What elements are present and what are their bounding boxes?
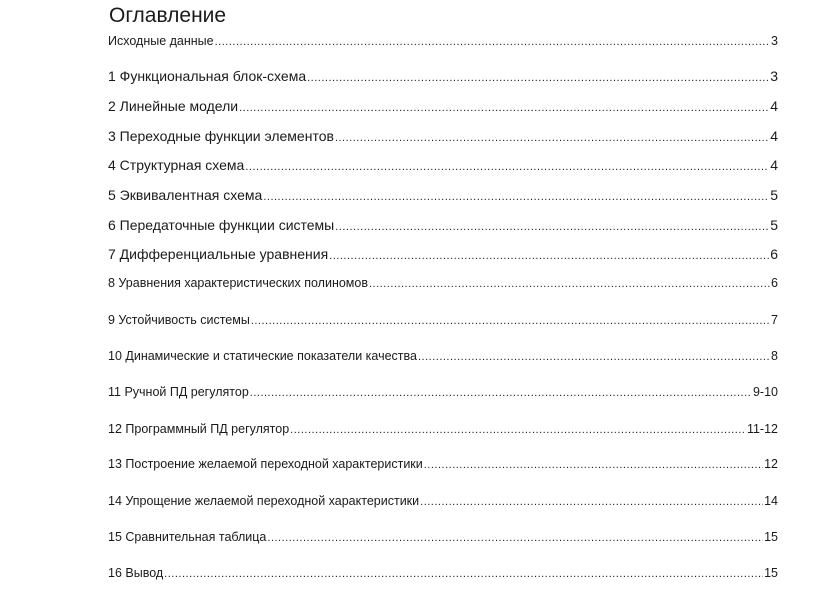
toc-title: Оглавление [109, 4, 227, 27]
toc-entry-label: Исходные данные [108, 34, 214, 48]
toc-entry-page: 4 [770, 98, 778, 114]
toc-entry[interactable] [108, 491, 778, 511]
toc-entry[interactable] [108, 126, 778, 146]
toc-entry[interactable] [108, 273, 778, 293]
toc-dot-leader [420, 491, 763, 511]
toc-entry[interactable] [108, 527, 778, 547]
toc-entry[interactable] [108, 563, 778, 583]
toc-entry-label: 2 Линейные модели [108, 98, 239, 114]
toc-entry-page: 6 [771, 276, 778, 290]
toc-entry-label: 13 Построение желаемой переходной характеристики [108, 457, 423, 471]
toc-entry-label: 7 Дифференциальные уравнения [108, 246, 329, 262]
toc-dot-leader [164, 563, 763, 583]
toc-dot-leader [369, 273, 770, 293]
toc-entry[interactable] [108, 310, 778, 330]
toc-entry-label: 10 Динамические и статические показатели качества [108, 349, 417, 363]
toc-dot-leader [267, 527, 763, 547]
toc-dot-leader [250, 382, 752, 402]
toc-dot-leader [329, 244, 769, 264]
toc-entry-label: 3 Переходные функции элементов [108, 128, 334, 144]
toc-dot-leader [418, 346, 770, 366]
toc-entry-label: 9 Устойчивость системы [108, 313, 250, 327]
toc-entry[interactable] [108, 244, 778, 264]
toc-dot-leader [251, 310, 770, 330]
toc-entry[interactable] [108, 419, 778, 439]
toc-entry[interactable] [108, 66, 778, 86]
toc-entry-page: 12 [764, 457, 778, 471]
toc-entry[interactable] [108, 382, 778, 402]
toc-entry-page: 4 [770, 128, 778, 144]
toc-entry-label: 11 Ручной ПД регулятор [108, 385, 249, 399]
toc-entry[interactable] [108, 31, 778, 51]
toc-entry-label: 15 Сравнительная таблица [108, 530, 267, 544]
toc-entry-label: 5 Эквивалентная схема [108, 187, 263, 203]
toc-entry-page: 14 [764, 494, 778, 508]
toc-dot-leader [424, 454, 763, 474]
toc-entry-label: 4 Структурная схема [108, 157, 245, 173]
toc-entry-label: 14 Упрощение желаемой переходной характеристики [108, 494, 420, 508]
toc-dot-leader [307, 66, 769, 86]
toc-dot-leader [290, 419, 746, 439]
toc-entry-page: 15 [764, 566, 778, 580]
toc-entry-label: 6 Передаточные функции системы [108, 217, 335, 233]
toc-entry-page: 11-12 [746, 422, 778, 436]
toc-entry[interactable] [108, 185, 778, 205]
toc-entry-page: 6 [770, 246, 778, 262]
toc-dot-leader [263, 185, 769, 205]
toc-entry-page: 15 [764, 530, 778, 544]
toc-entry-page: 5 [770, 217, 778, 233]
toc-entry[interactable] [108, 346, 778, 366]
toc-entry-page: 3 [771, 34, 778, 48]
toc-entry-label: 12 Программный ПД регулятор [108, 422, 290, 436]
toc-entry-page: 5 [770, 187, 778, 203]
toc-dot-leader [335, 126, 769, 146]
toc-entry[interactable] [108, 454, 778, 474]
toc-dot-leader [245, 155, 769, 175]
toc-entry-label: 16 Вывод [108, 566, 164, 580]
toc-entry-page: 9-10 [752, 385, 778, 399]
toc-entry[interactable] [108, 155, 778, 175]
toc-dot-leader [215, 31, 770, 51]
toc-entry-page: 3 [770, 68, 778, 84]
toc-entry-label: 8 Уравнения характеристических полиномов [108, 276, 368, 290]
toc-entry-label: 1 Функциональная блок-схема [108, 68, 307, 84]
toc-dot-leader [335, 215, 769, 235]
toc-entry[interactable] [108, 215, 778, 235]
toc-entry-page: 4 [770, 157, 778, 173]
toc-dot-leader [239, 96, 769, 116]
toc-entry-page: 7 [771, 313, 778, 327]
toc-entry[interactable] [108, 96, 778, 116]
toc-entry-page: 8 [771, 349, 778, 363]
